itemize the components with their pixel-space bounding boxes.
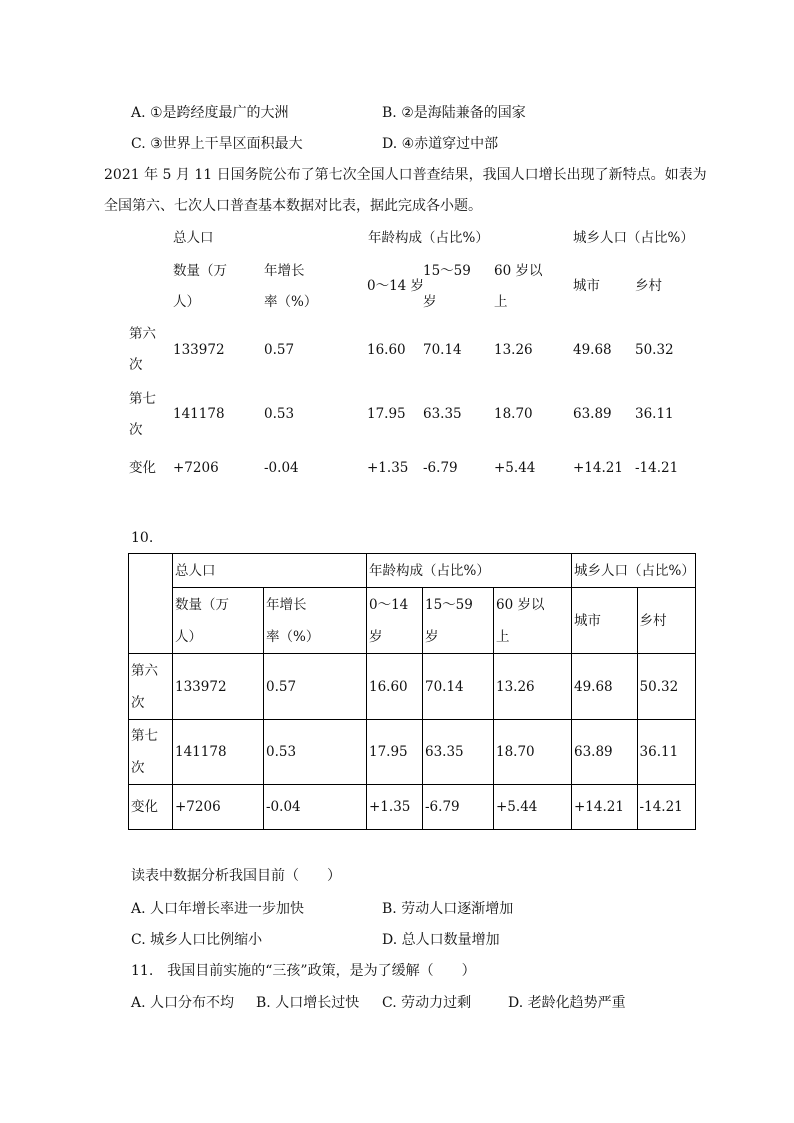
sub-count-2: 人） — [175, 628, 202, 645]
table-cell: -0.04 — [266, 799, 301, 815]
q9-option-c: C. ③世界上干旱区面积最大 — [131, 136, 303, 152]
row-label-1: 第六 — [131, 662, 158, 679]
sub-rate-2: 率（%） — [264, 294, 318, 310]
table-cell: 18.70 — [494, 406, 533, 422]
table-cell: 0.53 — [264, 406, 295, 422]
table-cell: -14.21 — [639, 799, 683, 815]
sub-age2-1: 15～59 — [423, 263, 471, 279]
bordered-data-table — [128, 553, 696, 830]
sub-age3-1: 60 岁以 — [496, 596, 545, 613]
sub-age1-a: 0～14 — [369, 596, 409, 613]
table-row — [129, 785, 696, 830]
table-cell: 63.35 — [423, 406, 462, 422]
table-cell: -0.04 — [264, 460, 299, 476]
header-total-cell — [173, 554, 367, 588]
table-cell: +1.35 — [367, 460, 409, 476]
table-cell: 17.95 — [369, 744, 408, 760]
corner-cell — [129, 554, 173, 654]
table-cell: 0.57 — [266, 678, 297, 695]
header-age: 年龄构成（占比%） — [368, 230, 489, 246]
sub-rural: 乡村 — [635, 278, 662, 294]
sub-rate-1: 年增长 — [264, 263, 305, 279]
table-cell: 70.14 — [423, 342, 462, 358]
table-cell: -14.21 — [635, 460, 679, 476]
header-urban-cell — [572, 554, 696, 588]
table-cell: 13.26 — [496, 678, 535, 695]
table-cell: 141178 — [175, 744, 227, 760]
q10-number: 10. — [131, 530, 154, 546]
table-row — [129, 720, 696, 785]
table-cell: 63.89 — [574, 744, 613, 760]
sub-city: 城市 — [573, 278, 600, 294]
table-cell: 63.35 — [425, 744, 464, 760]
q9-option-d: D. ④赤道穿过中部 — [382, 136, 499, 152]
q11-stem: 11. 我国目前实施的“三孩”政策，是为了缓解（ ） — [131, 963, 476, 979]
q11-option-a: A. 人口分布不均 — [131, 995, 235, 1011]
table-cell: 0.57 — [264, 342, 295, 358]
table-cell: 63.89 — [573, 406, 612, 422]
q11-option-d: D. 老龄化趋势严重 — [508, 995, 626, 1011]
row-label-2: 次 — [129, 422, 143, 438]
table-cell: 133972 — [175, 678, 227, 695]
table-cell: 49.68 — [573, 342, 612, 358]
sub-count-cell — [173, 588, 264, 654]
table-cell: 133972 — [173, 342, 225, 358]
sub-age3-2: 上 — [496, 628, 510, 645]
sub-age1-cell — [367, 588, 423, 654]
sub-age3-2: 上 — [494, 294, 508, 310]
q10-option-a: A. 人口年增长率进一步加快 — [131, 901, 305, 917]
row-label-2: 次 — [131, 694, 145, 711]
row-label-1: 变化 — [131, 799, 158, 815]
sub-count-1: 数量（万 — [175, 596, 229, 613]
q10-option-c: C. 城乡人口比例缩小 — [131, 932, 263, 948]
header-urban: 城乡人口（占比%） — [574, 562, 695, 579]
table-cell: +14.21 — [574, 799, 624, 815]
sub-city-cell — [572, 588, 638, 654]
q10-option-b: B. 劳动人口逐渐增加 — [382, 901, 514, 917]
sub-rate-cell — [264, 588, 367, 654]
table-cell: 16.60 — [369, 678, 408, 695]
table-cell: +5.44 — [496, 799, 538, 815]
sub-age3-cell — [494, 588, 572, 654]
q11-option-c: C. 劳动力过剩 — [382, 995, 472, 1011]
table-cell: 50.32 — [639, 678, 679, 695]
header-age: 年龄构成（占比%） — [369, 562, 490, 579]
sub-age2-2: 岁 — [425, 628, 439, 645]
q10-stem: 读表中数据分析我国目前（ ） — [131, 868, 341, 884]
q11-option-b: B. 人口增长过快 — [256, 995, 360, 1011]
sub-age3-1: 60 岁以 — [494, 263, 543, 279]
table-cell: 0.53 — [266, 744, 297, 760]
table-cell: +14.21 — [573, 460, 623, 476]
q9-option-a: A. ①是跨经度最广的大洲 — [131, 105, 289, 121]
header-age-cell — [367, 554, 572, 588]
sub-count-2: 人） — [173, 294, 200, 310]
table-row — [129, 654, 696, 720]
header-urban: 城乡人口（占比%） — [573, 230, 694, 246]
sub-age2-cell — [423, 588, 494, 654]
sub-age2-2: 岁 — [423, 294, 437, 310]
header-total: 总人口 — [173, 230, 214, 246]
table-cell: 13.26 — [494, 342, 533, 358]
sub-rate-1: 年增长 — [266, 596, 307, 613]
table-cell: 49.68 — [574, 678, 613, 695]
q10-option-d: D. 总人口数量增加 — [382, 932, 500, 948]
row-label-2: 次 — [129, 357, 143, 373]
table-cell: -6.79 — [423, 460, 458, 476]
table-cell: 70.14 — [425, 678, 464, 695]
sub-rural-cell — [637, 588, 695, 654]
table-cell: +1.35 — [369, 799, 411, 815]
sub-age1-b: 岁 — [369, 628, 383, 645]
table-cell: +7206 — [175, 799, 221, 815]
sub-rate-2: 率（%） — [266, 628, 320, 645]
q9-option-b: B. ②是海陆兼备的国家 — [382, 105, 526, 121]
sub-age1: 0～14 岁 — [367, 278, 425, 294]
table-cell: 141178 — [173, 406, 225, 422]
row-label-1: 第七 — [131, 728, 158, 744]
header-total: 总人口 — [175, 562, 216, 579]
sub-age2-1: 15～59 — [425, 596, 473, 613]
row-label-2: 次 — [131, 760, 145, 776]
sub-count-1: 数量（万 — [173, 263, 227, 279]
intro-line-1: 2021 年 5 月 11 日国务院公布了第七次全国人口普查结果，我国人口增长出现了新特点。如表为 — [104, 167, 707, 183]
table-cell: 18.70 — [496, 744, 535, 760]
table-cell: +7206 — [173, 460, 219, 476]
table-cell: 36.11 — [635, 406, 674, 422]
intro-line-2: 全国第六、七次人口普查基本数据对比表，据此完成各小题。 — [104, 198, 482, 214]
table-cell: 17.95 — [367, 406, 406, 422]
sub-city: 城市 — [574, 612, 601, 629]
table-cell: 16.60 — [367, 342, 406, 358]
row-label-1: 第六 — [129, 326, 156, 342]
row-label-1: 第七 — [129, 391, 156, 407]
table-cell: -6.79 — [425, 799, 460, 815]
table-cell: 36.11 — [639, 744, 679, 760]
table-cell: +5.44 — [494, 460, 536, 476]
row-label-1: 变化 — [129, 460, 156, 476]
table-cell: 50.32 — [635, 342, 674, 358]
sub-rural: 乡村 — [639, 612, 667, 629]
